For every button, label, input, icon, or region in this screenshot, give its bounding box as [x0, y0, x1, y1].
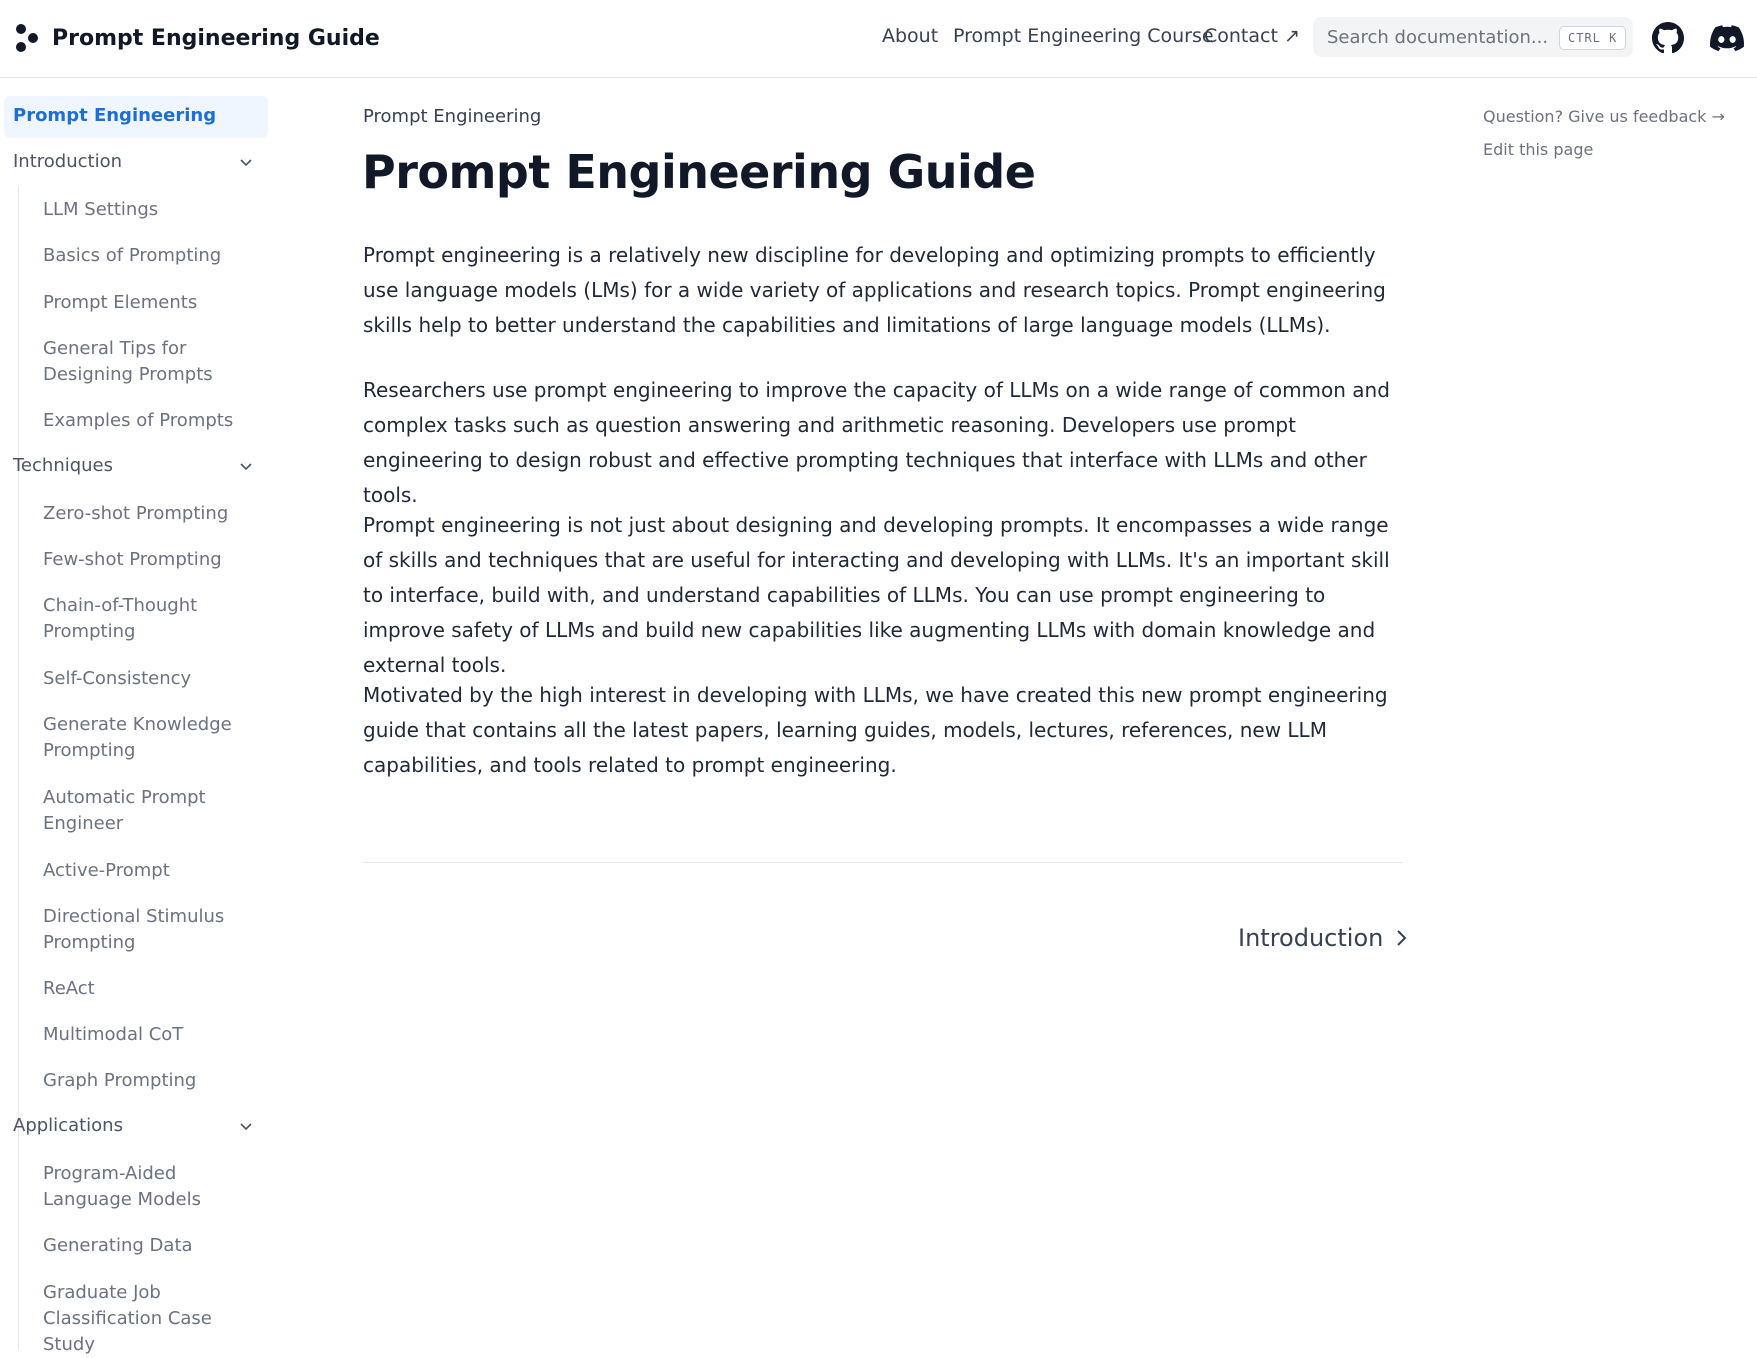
page-title: Prompt Engineering Guide [362, 145, 1036, 199]
sidebar-item-graduate-job[interactable]: Graduate Job Classification Case Study [43, 1282, 212, 1355]
logo-icon [14, 22, 44, 54]
edit-page-link[interactable]: Edit this page [1483, 140, 1594, 159]
sidebar-section-label: Techniques [13, 455, 114, 476]
logo-text: Prompt Engineering Guide [52, 25, 380, 51]
chevron-right-icon [1393, 928, 1409, 948]
nav-link-about[interactable]: About [882, 25, 939, 47]
paragraph: Researchers use prompt engineering to improve the capacity of LLMs on a wide range of common and complex tasks such as question answering and arithmetic reasoning. Developers use prompt engineering to design robust and effective prompting techniques that interface with LLMs and other tools. [363, 378, 1390, 507]
sidebar [0, 78, 270, 1355]
sidebar-item-few-shot[interactable]: Few-shot Prompting [43, 549, 222, 570]
sidebar-section-applications[interactable] [13, 1115, 263, 1145]
sidebar-section-introduction[interactable] [13, 151, 263, 181]
feedback-link[interactable]: Question? Give us feedback → [1483, 107, 1725, 126]
sidebar-item-zero-shot[interactable]: Zero-shot Prompting [43, 503, 229, 524]
github-icon[interactable] [1652, 22, 1684, 54]
sidebar-item-llm-settings[interactable]: LLM Settings [43, 199, 159, 220]
sidebar-item-automatic-prompt-engineer[interactable]: Automatic Prompt Engineer [43, 787, 206, 834]
sidebar-item-prompt-engineering[interactable] [4, 96, 268, 138]
paragraph: Motivated by the high interest in developing with LLMs, we have created this new prompt engineering guide that contains all the latest papers, learning guides, models, lectures, references, new LLM capabilities, and tools related to prompt engineering. [363, 683, 1388, 777]
paragraph: Prompt engineering is a relatively new discipline for developing and optimizing prompts to efficiently use language models (LMs) for a wide variety of applications and research topics. Prompt engineering skills help to better understand the capabilities and limitations of large language models (LLMs). [363, 243, 1386, 337]
chevron-down-icon [239, 459, 253, 473]
sidebar-item-multimodal-cot[interactable]: Multimodal CoT [43, 1024, 184, 1045]
nav-link-contact[interactable]: Contact ↗ [1204, 25, 1300, 47]
sidebar-item-examples-of-prompts[interactable]: Examples of Prompts [43, 410, 234, 431]
discord-icon[interactable] [1710, 24, 1744, 52]
sidebar-item-directional-stimulus[interactable]: Directional Stimulus Prompting [43, 906, 225, 953]
top-navbar [0, 0, 1757, 78]
sidebar-tree-line [18, 490, 19, 1174]
search-input[interactable] [1327, 25, 1547, 49]
sidebar-section-label: Introduction [13, 151, 123, 172]
next-page-label: Introduction [1238, 924, 1384, 952]
chevron-down-icon [239, 155, 253, 169]
sidebar-item-generating-data[interactable]: Generating Data [43, 1235, 193, 1256]
sidebar-item-basics-of-prompting[interactable]: Basics of Prompting [43, 245, 222, 266]
paragraph: Prompt engineering is not just about designing and developing prompts. It encompasses a wide range of skills and techniques that are useful for interacting and developing with LLMs. It's an important skill to interface, build with, and understand capabilities of LLMs. You can use prompt engineering to improve safety of LLMs and build new capabilities like augmenting LLMs with domain knowledge and external tools. [363, 513, 1390, 677]
sidebar-item-prompt-elements[interactable]: Prompt Elements [43, 292, 198, 313]
sidebar-item-graph-prompting[interactable]: Graph Prompting [43, 1070, 197, 1091]
sidebar-tree-line [18, 1150, 19, 1350]
sidebar-item-program-aided[interactable]: Program-Aided Language Models [43, 1163, 201, 1210]
sidebar-item-chain-of-thought[interactable]: Chain-of-Thought Prompting [43, 595, 198, 642]
sidebar-section-label: Applications [13, 1115, 123, 1136]
chevron-down-icon [239, 1119, 253, 1133]
sidebar-item-react[interactable]: ReAct [43, 978, 95, 999]
next-page-link[interactable] [1238, 924, 1409, 952]
sidebar-active-label: Prompt Engineering [13, 105, 217, 126]
sidebar-section-techniques[interactable] [13, 455, 263, 485]
site-logo[interactable] [14, 22, 380, 54]
breadcrumb: Prompt Engineering [363, 106, 542, 127]
sidebar-item-active-prompt[interactable]: Active-Prompt [43, 860, 170, 881]
content-divider [363, 862, 1403, 863]
search-shortcut-badge: CTRL K [1559, 26, 1626, 50]
nav-link-course[interactable]: Prompt Engineering Course [953, 25, 1214, 47]
sidebar-item-general-tips[interactable]: General Tips for Designing Prompts [43, 338, 213, 385]
sidebar-item-self-consistency[interactable]: Self-Consistency [43, 668, 192, 689]
search-box[interactable] [1313, 17, 1633, 57]
sidebar-item-generate-knowledge[interactable]: Generate Knowledge Prompting [43, 714, 232, 761]
